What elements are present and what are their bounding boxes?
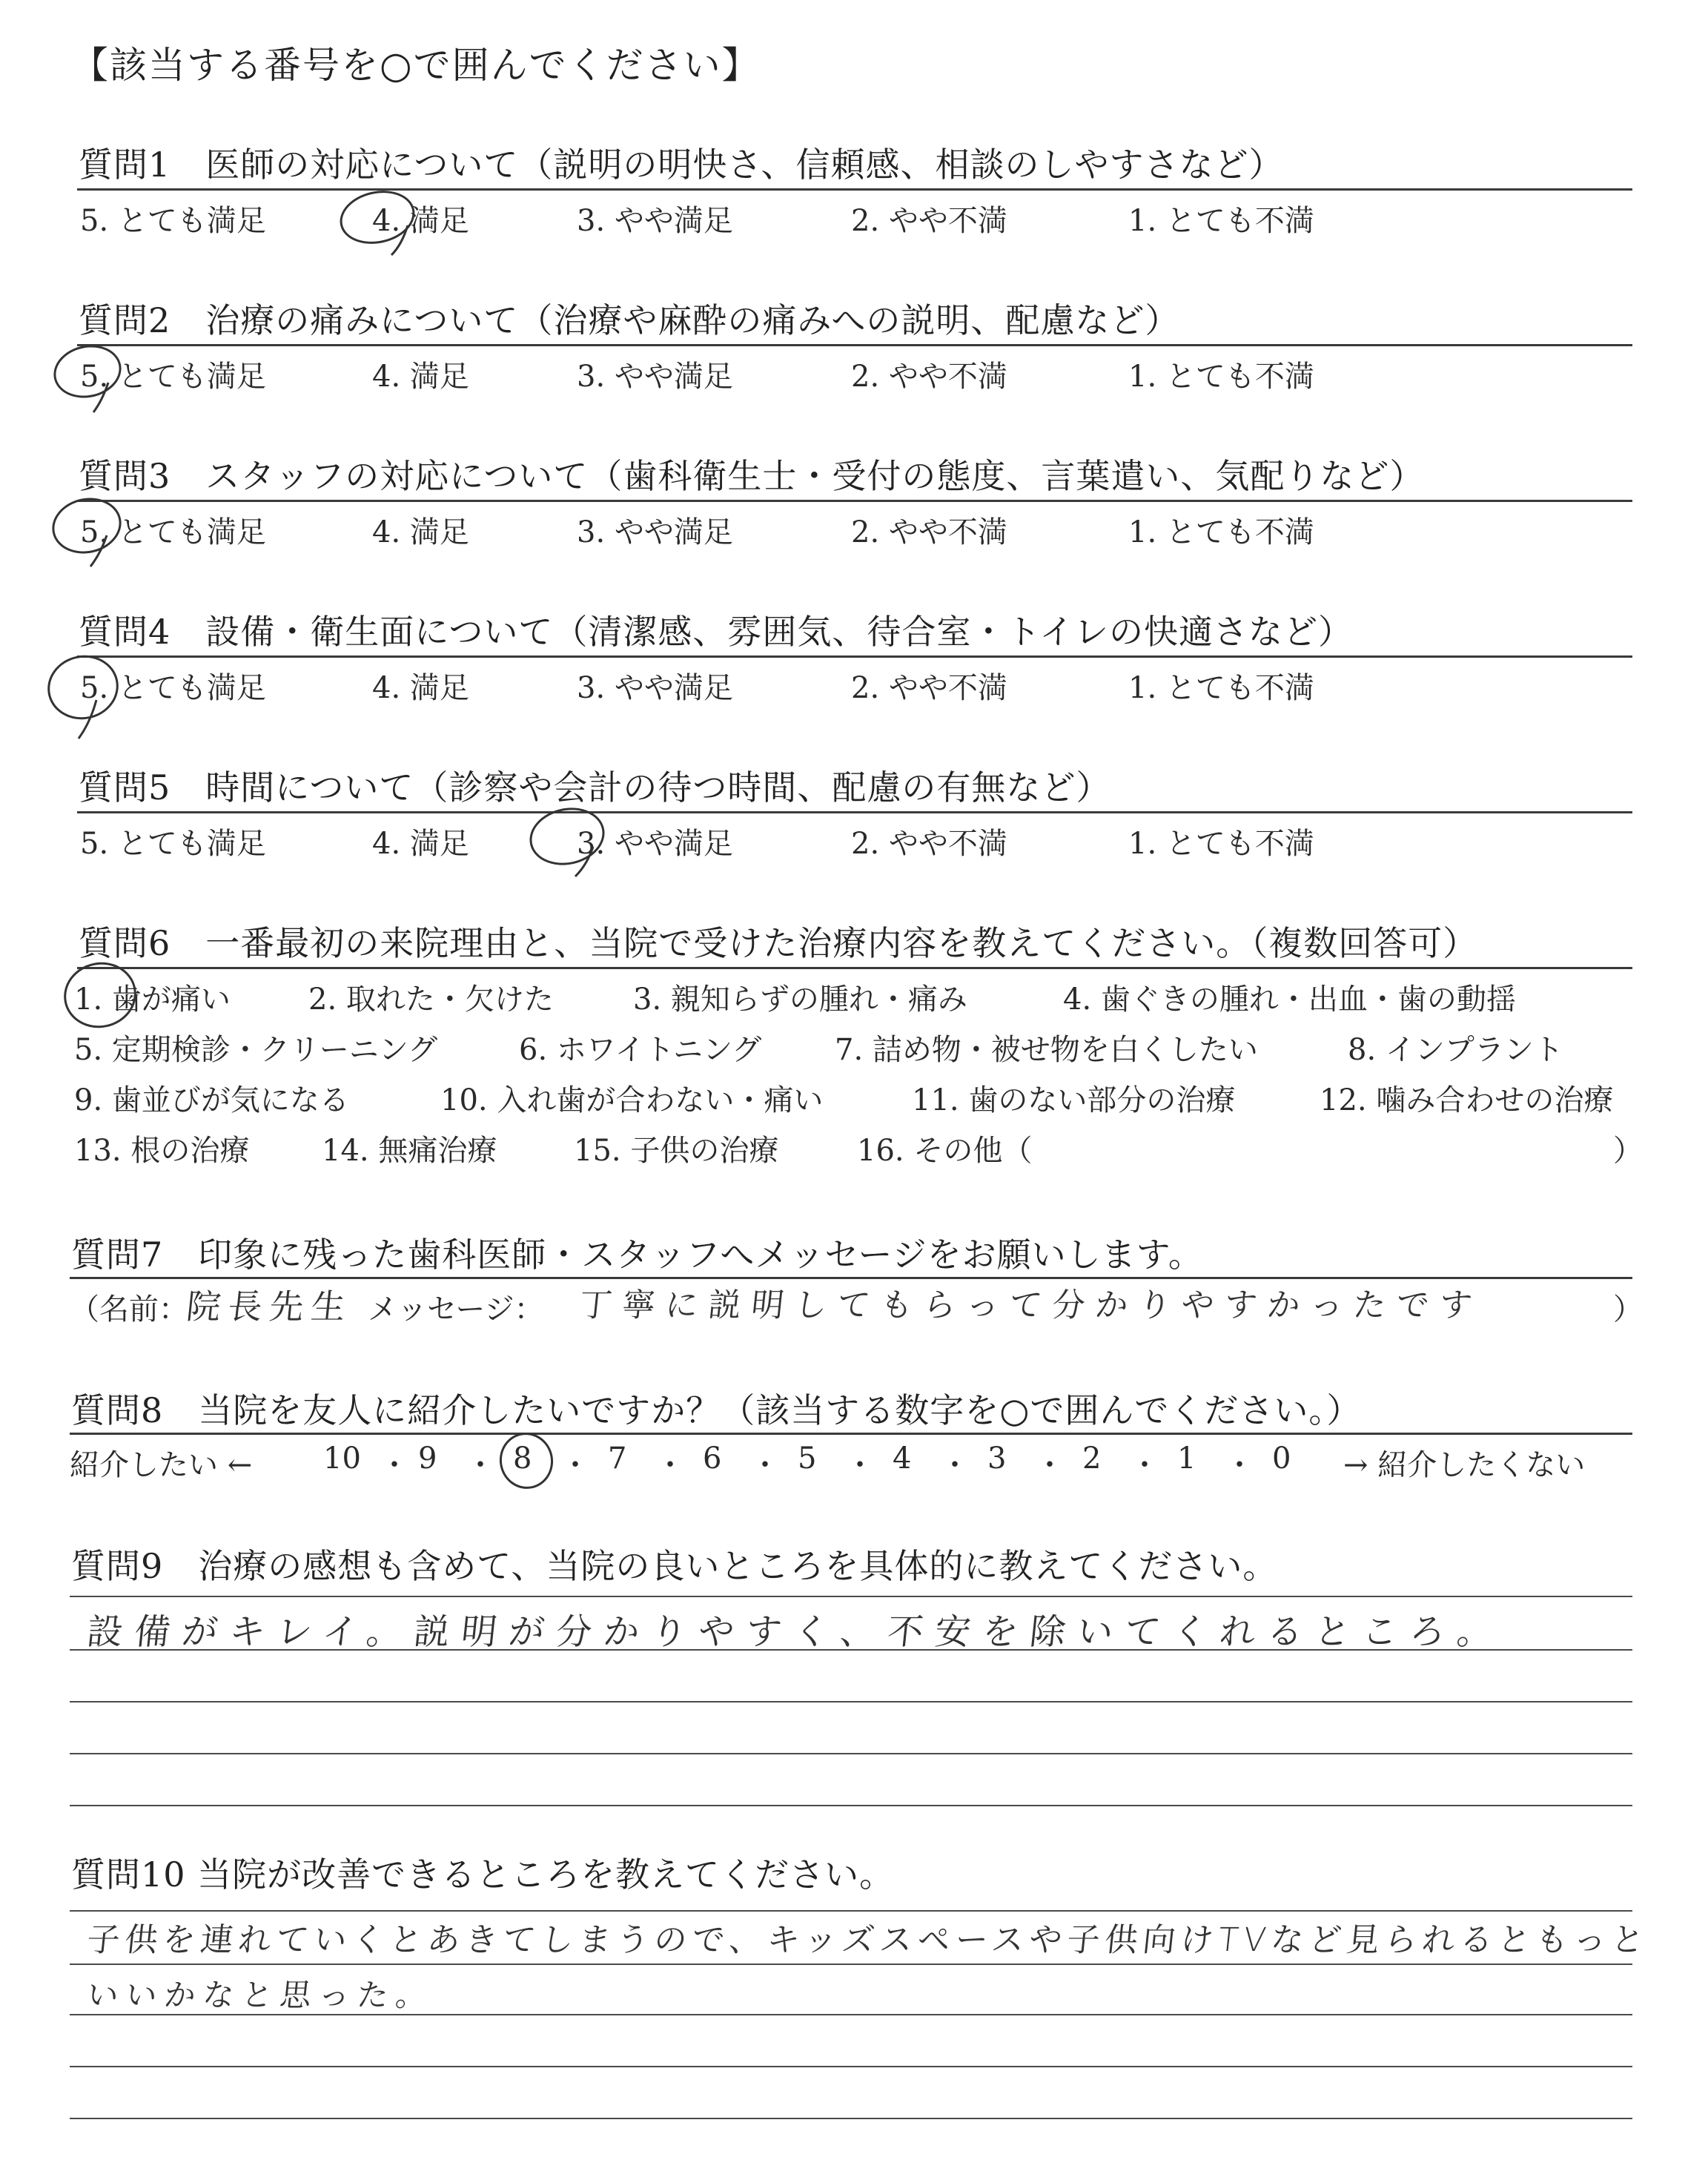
q8-scale-separator: ・: [560, 1448, 590, 1482]
q6-rule: [77, 967, 1632, 969]
q8-right-label: → 紹介したくない: [1343, 1448, 1586, 1482]
q1-rule: [77, 188, 1632, 191]
q3-option-5[interactable]: 5. とても満足: [80, 515, 266, 549]
q9-title: 質問9 治療の感想も含めて、当院の良いところを具体的に教えてください。: [71, 1546, 1278, 1586]
q2-option-5[interactable]: 5. とても満足: [80, 360, 266, 394]
q4-selection-circle-tail: [74, 697, 104, 742]
q8-scale-value-7[interactable]: 7: [608, 1441, 627, 1476]
q5-option-5[interactable]: 5. とても満足: [80, 827, 266, 861]
q7-name-label: （名前：: [70, 1292, 188, 1327]
q6-option-16-other[interactable]: 16. その他（: [857, 1134, 1033, 1168]
q9-line-4: [70, 1753, 1632, 1754]
q3-rule: [77, 500, 1632, 502]
q8-scale-value-4[interactable]: 4: [893, 1441, 912, 1476]
q6-option-6[interactable]: 6. ホワイトニング: [519, 1033, 762, 1067]
q2-rule: [77, 344, 1632, 346]
q8-scale-value-8[interactable]: 8: [513, 1441, 532, 1476]
q2-option-3[interactable]: 3. やや満足: [577, 360, 733, 394]
q2-title: 質問2 治療の痛みについて（治療や麻酔の痛みへの説明、配慮など）: [79, 300, 1180, 340]
q8-scale-separator: ・: [750, 1448, 780, 1482]
q9-line-1: [70, 1596, 1632, 1597]
q7-close-paren: ）: [1613, 1292, 1643, 1327]
q3-title: 質問3 スタッフの対応について（歯科衛生士・受付の態度、言葉遣い、気配りなど）: [79, 456, 1425, 496]
q4-option-3[interactable]: 3. やや満足: [577, 671, 733, 705]
q6-option-12[interactable]: 12. 噛み合わせの治療: [1320, 1083, 1614, 1117]
q4-title: 質問4 設備・衛生面について（清潔感、雰囲気、待合室・トイレの快適さなど）: [79, 612, 1354, 652]
q2-option-4[interactable]: 4. 満足: [372, 360, 469, 394]
q10-line-5: [70, 2118, 1632, 2119]
q5-option-1[interactable]: 1. とても不満: [1128, 827, 1314, 861]
q6-option-7[interactable]: 7. 詰め物・被せ物を白くしたい: [835, 1033, 1258, 1067]
q8-scale-separator: ・: [940, 1448, 970, 1482]
q8-scale-separator: ・: [1225, 1448, 1254, 1482]
q1-selection-circle-tail: [385, 222, 415, 260]
q6-option-5[interactable]: 5. 定期検診・クリーニング: [74, 1033, 438, 1067]
q6-option-15[interactable]: 15. 子供の治療: [574, 1134, 779, 1168]
q1-option-2[interactable]: 2. やや不満: [851, 204, 1007, 238]
q6-option-9[interactable]: 9. 歯並びが気になる: [74, 1083, 349, 1117]
q8-scale-value-0[interactable]: 0: [1272, 1441, 1291, 1476]
q8-title: 質問8 当院を友人に紹介したいですか？（該当する数字を○で囲んでください。）: [71, 1390, 1362, 1430]
q8-scale-value-2[interactable]: 2: [1082, 1441, 1102, 1476]
q4-rule: [77, 655, 1632, 658]
q5-option-4[interactable]: 4. 満足: [372, 827, 469, 861]
q6-option-3[interactable]: 3. 親知らずの腫れ・痛み: [633, 982, 967, 1017]
q8-scale-separator: ・: [1035, 1448, 1065, 1482]
q7-title: 質問7 印象に残った歯科医師・スタッフへメッセージをお願いします。: [71, 1235, 1203, 1275]
q1-option-1[interactable]: 1. とても不満: [1128, 204, 1314, 238]
q4-option-4[interactable]: 4. 満足: [372, 671, 469, 705]
q5-option-2[interactable]: 2. やや不満: [851, 827, 1007, 861]
q6-option-4[interactable]: 4. 歯ぐきの腫れ・出血・歯の動揺: [1063, 982, 1516, 1017]
q7-message-handwritten[interactable]: 丁寧に説明してもらって分かりやすかったです: [577, 1287, 1485, 1324]
q10-line-3: [70, 2014, 1632, 2015]
q6-option-13[interactable]: 13. 根の治療: [74, 1134, 250, 1168]
q10-title: 質問10 当院が改善できるところを教えてください。: [71, 1855, 895, 1895]
q4-option-2[interactable]: 2. やや不満: [851, 671, 1007, 705]
q6-option-10[interactable]: 10. 入れ歯が合わない・痛い: [440, 1083, 824, 1117]
q6-option-11[interactable]: 11. 歯のない部分の治療: [912, 1083, 1236, 1117]
q2-option-1[interactable]: 1. とても不満: [1128, 360, 1314, 394]
q5-option-3[interactable]: 3. やや満足: [577, 827, 733, 861]
q3-option-1[interactable]: 1. とても不満: [1128, 515, 1314, 549]
form-header: 【該当する番号を○で囲んでください】: [71, 44, 761, 87]
q9-line-5: [70, 1805, 1632, 1806]
q5-title: 質問5 時間について（診察や会計の待つ時間、配慮の有無など）: [79, 767, 1111, 807]
q8-scale-separator: ・: [380, 1448, 409, 1482]
q8-scale-value-6[interactable]: 6: [703, 1441, 722, 1476]
q10-line-4: [70, 2066, 1632, 2067]
q7-message-label: メッセージ：: [368, 1292, 544, 1327]
q8-scale: [323, 1441, 1317, 1482]
q1-option-4[interactable]: 4. 満足: [372, 204, 469, 238]
q10-line-2: [70, 1964, 1632, 1965]
q8-left-label: 紹介したい ←: [70, 1448, 253, 1482]
q8-scale-value-9[interactable]: 9: [418, 1441, 437, 1476]
q8-scale-value-1[interactable]: 1: [1177, 1441, 1196, 1476]
q6-option-1[interactable]: 1. 歯が痛い: [74, 982, 231, 1017]
q9-line-2: [70, 1649, 1632, 1651]
q1-title: 質問1 医師の対応について（説明の明快さ、信頼感、相談のしやすさなど）: [79, 145, 1284, 185]
q9-answer-handwritten[interactable]: 設備がキレイ。説明が分かりやすく、不安を除いてくれるところ。: [85, 1611, 1507, 1653]
q5-rule: [77, 811, 1632, 813]
q3-option-4[interactable]: 4. 満足: [372, 515, 469, 549]
q8-rule: [70, 1433, 1632, 1435]
q6-option-2[interactable]: 2. 取れた・欠けた: [308, 982, 554, 1017]
q7-name-handwritten[interactable]: 院長先生: [184, 1287, 355, 1327]
q2-selection-circle-tail: [87, 380, 117, 417]
q5-selection-circle-tail: [571, 844, 600, 881]
q6-other-close-paren: ）: [1613, 1134, 1643, 1168]
q8-scale-value-3[interactable]: 3: [987, 1441, 1007, 1476]
q10-answer-line-1[interactable]: 子供を連れていくとあきてしまうので、キッズスペースや子供向けTVなど見られるともっと: [85, 1921, 1652, 1959]
q6-option-8[interactable]: 8. インプラント: [1348, 1033, 1563, 1067]
q10-line-1: [70, 1910, 1632, 1912]
q8-scale-separator: ・: [1130, 1448, 1159, 1482]
q8-scale-value-10[interactable]: 10: [323, 1441, 361, 1476]
q10-answer-line-2[interactable]: いいかなと思った。: [85, 1977, 437, 2013]
q3-option-2[interactable]: 2. やや不満: [851, 515, 1007, 549]
q4-option-5[interactable]: 5. とても満足: [80, 671, 266, 705]
q2-option-2[interactable]: 2. やや不満: [851, 360, 1007, 394]
q4-option-1[interactable]: 1. とても不満: [1128, 671, 1314, 705]
q6-title: 質問6 一番最初の来院理由と、当院で受けた治療内容を教えてください。（複数回答可）: [79, 923, 1478, 963]
q3-selection-circle-tail: [86, 532, 116, 569]
q8-scale-separator: ・: [845, 1448, 875, 1482]
q8-scale-separator: ・: [466, 1448, 495, 1482]
q8-scale-separator: ・: [655, 1448, 685, 1482]
q6-option-14[interactable]: 14. 無痛治療: [322, 1134, 497, 1168]
q3-option-3[interactable]: 3. やや満足: [577, 515, 733, 549]
q9-line-3: [70, 1701, 1632, 1702]
q1-option-5[interactable]: 5. とても満足: [80, 204, 266, 238]
q8-scale-value-5[interactable]: 5: [798, 1441, 817, 1476]
q8-selection-circle: [494, 1427, 558, 1493]
q1-option-3[interactable]: 3. やや満足: [577, 204, 733, 238]
